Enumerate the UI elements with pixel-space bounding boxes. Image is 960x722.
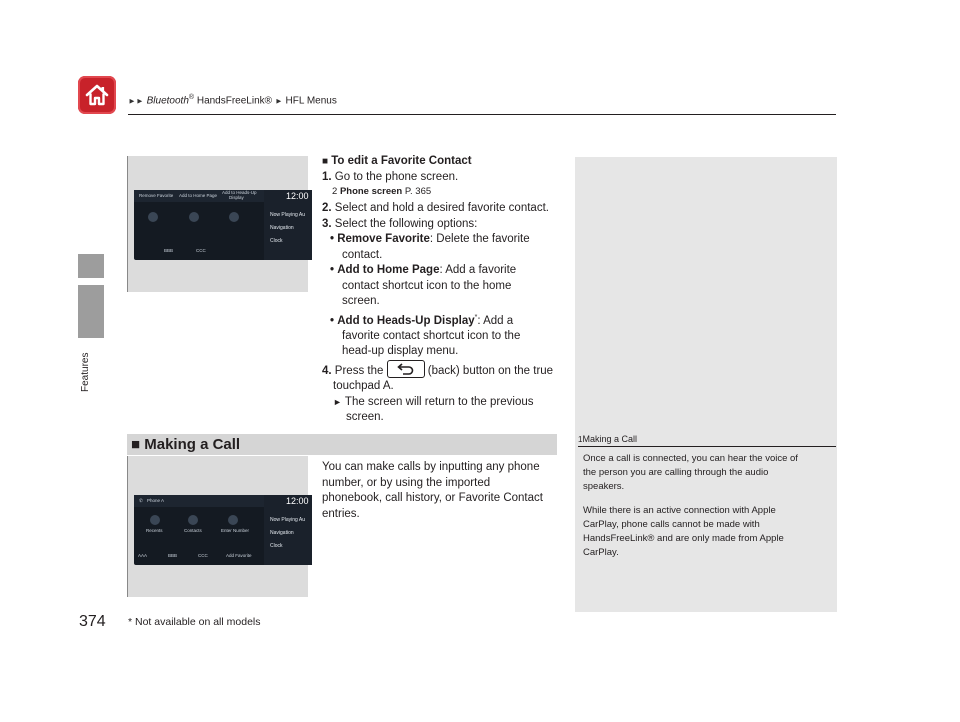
side-tab-active bbox=[78, 285, 104, 338]
display-screen: ✆ Phone A 12:00 Recents Contacts Enter Number Now Playing Au Navigation Clock AAA BBB CCC Add Favorite bbox=[134, 495, 304, 565]
result-arrow-icon: ► bbox=[333, 396, 342, 407]
arrow-icon: ► bbox=[274, 96, 283, 106]
arrow-icon: ►► bbox=[128, 96, 144, 106]
back-button-icon bbox=[387, 360, 425, 378]
home-icon bbox=[83, 81, 111, 109]
breadcrumb: ►► Bluetooth® HandsFreeLink® ► HFL Menus bbox=[128, 94, 337, 107]
screenshot-phone-screen bbox=[127, 456, 308, 597]
edit-favorite-section: ■ To edit a Favorite Contact 1. Go to the phone screen. 2 Phone screen P. 365 2. Select and hold a desired favorite contact. 3. Select the following options: • Remove Favorite: Delete the favorite contact. • Add to Home Page: Add a favorite contact shortcut icon to the home screen. • Add to Heads-Up Display*: Add a favorite contact shortcut icon to the head-up display menu. 4. Press the (back) button on the true touchpad A. ► The screen will return to the previous screen. bbox=[322, 155, 554, 424]
footnote: * Not available on all models bbox=[128, 616, 261, 628]
cross-reference-link[interactable]: Phone screen bbox=[339, 186, 403, 197]
note-heading: 1Making a Call bbox=[578, 434, 637, 444]
note-rule bbox=[578, 446, 836, 447]
note-icon: 1 bbox=[578, 435, 583, 444]
screenshot-favorite-menu bbox=[127, 156, 308, 292]
note-body: Once a call is connected, you can hear the voice of the person you are calling through the audio speakers. While there is an active connection with Apple CarPlay, phone calls cannot be made with HandsFreeLink® and are only made from Apple CarPlay. bbox=[583, 453, 798, 558]
side-tab-label: Features bbox=[80, 352, 91, 392]
page-number: 374 bbox=[79, 613, 106, 630]
section-heading: To edit a Favorite Contact bbox=[331, 155, 472, 167]
home-tab[interactable] bbox=[78, 76, 116, 114]
reference-icon: 2 bbox=[332, 186, 338, 197]
side-tab-block bbox=[78, 254, 104, 278]
section-title: ■ Making a Call bbox=[131, 436, 241, 453]
header-rule bbox=[128, 114, 836, 115]
phone-icon: ✆ bbox=[139, 498, 143, 503]
display-screen: Remove Favorite Add to Home Page Add to Heads-Up Display 12:00 Now Playing Au Navigation Clock BBB CCC bbox=[134, 190, 304, 260]
making-call-paragraph: You can make calls by inputting any phone number, or by using the imported phonebook, call history, or Favorite Contact entries. bbox=[322, 461, 543, 520]
